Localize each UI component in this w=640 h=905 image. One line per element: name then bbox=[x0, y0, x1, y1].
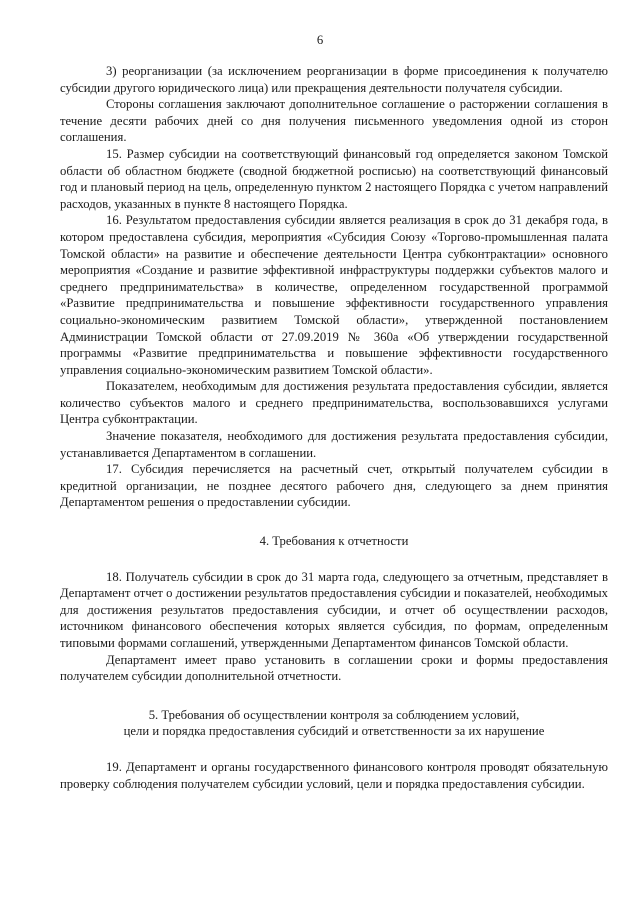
paragraph-18-reporting: 18. Получатель субсидии в срок до 31 марта года, следующего за отчетным, представляет в Департамент отчет о достижении результатов предоставления субсидии и показателей, необходимых для достижения результатов предоставления субсидии, и отчет об осуществлении расходов, источником финансового обеспечения которых является субсидия, по формам, определенным типовыми формами соглашений, утвержденными Департаментом финансов Томской области. bbox=[60, 569, 608, 650]
paragraph-17-transfer: 17. Субсидия перечисляется на расчетный счет, открытый получателем субсидии в кредитной организации, не позднее десятого рабочего дня, следующего за днем принятия Департаментом решения о предоставлении субсидии. bbox=[60, 462, 608, 510]
section-heading-5 bbox=[60, 707, 608, 740]
paragraph-16-subsidy-result: 16. Результатом предоставления субсидии является реализация в срок до 31 декабря года, в котором предоставлена субсидия, мероприятия «Субсидия Союзу «Торгово-промышленная палата Томской области» на развитие и обеспечение деятельности Центра субконтрактации» основного мероприятия «Создание и развитие эффективной инфраструктуры поддержки субъектов малого и среднего предпринимательства» в количестве, определенном государственной программой «Развитие предпринимательства и повышение эффективности государственного управления социально-экономическим развитием Томской области», утвержденной постановлением Администрации Томской области от 27.09.2019 № 360а «Об утверждении государственной программы «Развитие предпринимательства и повышение эффективности государственного управления социально-экономическим развитием Томской области». bbox=[60, 213, 608, 377]
page-number: 6 bbox=[316, 33, 324, 47]
paragraph-19-control: 19. Департамент и органы государственного финансового контроля проводят обязательную проверку соблюдения получателем субсидии условий, цели и порядка предоставления субсидии. bbox=[60, 759, 608, 791]
paragraph-termination-agreement: Стороны соглашения заключают дополнительное соглашение о расторжении соглашения в течение десяти рабочих дней со дня получения письменного уведомления одной из сторон соглашения. bbox=[60, 97, 608, 145]
paragraph-reorganization: 3) реорганизации (за исключением реорганизации в форме присоединения к получателю субсидии другого юридического лица) или прекращения деятельности получателя субсидии. bbox=[60, 64, 608, 95]
paragraph-additional-reporting: Департамент имеет право установить в соглашении сроки и формы предоставления получателем субсидии дополнительной отчетности. bbox=[60, 652, 608, 684]
paragraph-15-subsidy-amount: 15. Размер субсидии на соответствующий финансовый год определяется законом Томской области об областном бюджете (сводной бюджетной росписью) на соответствующий финансовый год и плановый период на цель, определенную пунктом 2 настоящего Порядка с учетом направлений расходов, указанных в пункте 8 настоящего Порядка. bbox=[60, 146, 608, 211]
paragraph-indicator-value: Значение показателя, необходимого для достижения результата предоставления субсидии, устанавливается Департаментом в соглашении. bbox=[60, 429, 608, 460]
section-heading-5-line-1: 5. Требования об осуществлении контроля за соблюдением условий, bbox=[148, 707, 520, 722]
section-heading-4: 4. Требования к отчетности bbox=[259, 534, 409, 549]
paragraph-indicator: Показателем, необходимым для достижения результата предоставления субсидии, является количество субъектов малого и среднего предпринимательства, воспользовавшихся услугами Центра субконтрактации. bbox=[60, 379, 608, 427]
section-heading-5-line-2: цели и порядка предоставления субсидий и ответственности за их нарушение bbox=[123, 724, 545, 739]
document-body bbox=[60, 63, 608, 792]
